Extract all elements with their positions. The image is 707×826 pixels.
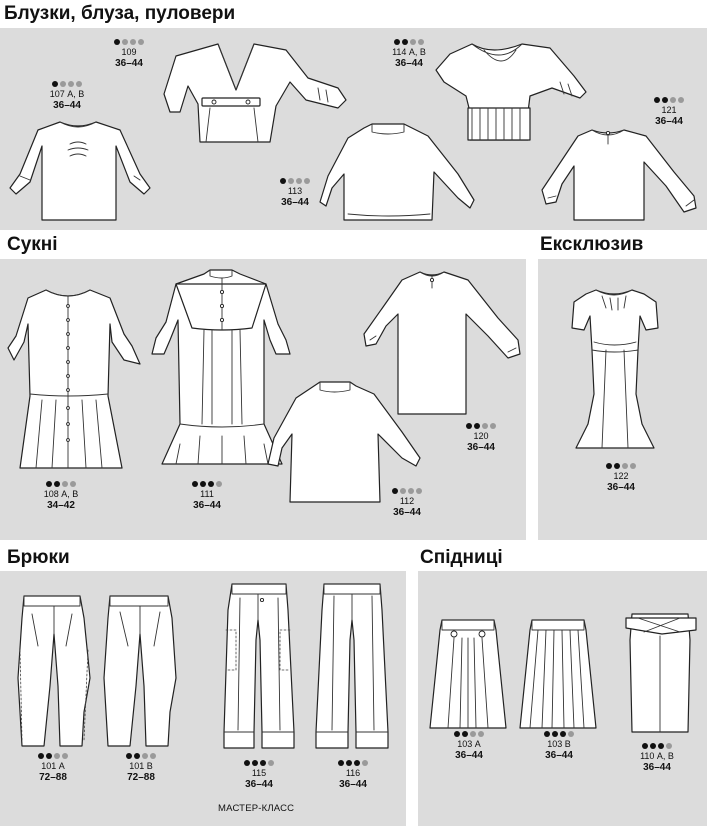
label-107: [32, 80, 102, 112]
label-120: [446, 422, 516, 454]
size-range: 36–44: [455, 750, 483, 761]
model-number: 101 А: [41, 761, 65, 771]
model-number: 103 В: [547, 739, 571, 749]
size-range: 36–44: [53, 100, 81, 111]
section-title-skirts: Спідниці: [420, 547, 503, 568]
label-116: [318, 759, 388, 791]
difficulty-dots: [434, 730, 504, 739]
model-number: 108 А, В: [43, 489, 79, 499]
size-range: 36–44: [395, 58, 423, 69]
label-103b: [524, 730, 594, 762]
difficulty-dots: [524, 730, 594, 739]
label-122: [586, 462, 656, 494]
difficulty-dots: [260, 177, 330, 186]
sketch-dress-122[interactable]: [566, 282, 664, 452]
sketch-skirt-110[interactable]: [620, 610, 700, 736]
sketch-skirt-103b[interactable]: [518, 614, 598, 732]
size-range: 36–44: [281, 197, 309, 208]
size-range: 36–44: [245, 779, 273, 790]
model-number: 113: [287, 186, 303, 196]
model-number: 110 А, В: [640, 751, 674, 761]
size-range: 36–44: [545, 750, 573, 761]
master-class-label: МАСТЕР-КЛАСС: [218, 803, 295, 814]
label-113: [260, 177, 330, 209]
label-103a: [434, 730, 504, 762]
label-114: [374, 38, 444, 70]
difficulty-dots: [172, 480, 242, 489]
label-101b: [106, 752, 176, 784]
size-range: 36–44: [643, 762, 671, 773]
sketch-dress-108[interactable]: [6, 284, 142, 470]
sketch-trousers-101b[interactable]: [100, 590, 180, 752]
difficulty-dots: [622, 742, 692, 751]
size-range: 36–44: [607, 482, 635, 493]
label-101a: [18, 752, 88, 784]
difficulty-dots: [374, 38, 444, 47]
sketch-trousers-115[interactable]: [216, 580, 302, 752]
size-range: 72–88: [39, 772, 67, 783]
size-range: 36–44: [115, 58, 143, 69]
label-121: [634, 96, 704, 128]
sketch-blouse-121[interactable]: [538, 122, 698, 224]
size-range: 36–44: [339, 779, 367, 790]
model-number: 114 А, В: [392, 47, 426, 57]
size-range: 36–44: [193, 500, 221, 511]
section-title-exclusive: Ексклюзив: [540, 234, 644, 255]
difficulty-dots: [224, 759, 294, 768]
size-range: 36–44: [655, 116, 683, 127]
section-title-trousers: Брюки: [7, 547, 70, 568]
difficulty-dots: [94, 38, 164, 47]
sketch-trousers-101a[interactable]: [14, 590, 94, 752]
model-number: 109: [121, 47, 137, 57]
sketch-skirt-103a[interactable]: [428, 614, 508, 732]
model-number: 103 А: [457, 739, 481, 749]
section-title-dresses: Сукні: [7, 234, 58, 255]
label-115: [224, 759, 294, 791]
label-112: [372, 487, 442, 519]
model-number: 121: [661, 105, 677, 115]
difficulty-dots: [372, 487, 442, 496]
size-range: 36–44: [393, 507, 421, 518]
sketch-blouse-107[interactable]: [8, 116, 154, 226]
label-110: [622, 742, 692, 774]
section-title-blouses: Блузки, блуза, пуловери: [4, 3, 236, 24]
difficulty-dots: [634, 96, 704, 105]
model-number: 116: [345, 768, 361, 778]
model-number: 111: [200, 489, 214, 499]
model-number: 107 А, В: [49, 89, 85, 99]
model-number: 122: [613, 471, 629, 481]
difficulty-dots: [586, 462, 656, 471]
model-number: 101 В: [129, 761, 153, 771]
difficulty-dots: [18, 752, 88, 761]
label-111: [172, 480, 242, 512]
size-range: 72–88: [127, 772, 155, 783]
size-range: 34–42: [47, 500, 75, 511]
model-number: 120: [473, 431, 489, 441]
model-number: 115: [251, 768, 267, 778]
difficulty-dots: [106, 752, 176, 761]
difficulty-dots: [32, 80, 102, 89]
model-number: 112: [399, 496, 415, 506]
sketch-trousers-116[interactable]: [310, 580, 396, 752]
label-109: [94, 38, 164, 70]
difficulty-dots: [26, 480, 96, 489]
difficulty-dots: [446, 422, 516, 431]
difficulty-dots: [318, 759, 388, 768]
label-108: [26, 480, 96, 512]
size-range: 36–44: [467, 442, 495, 453]
